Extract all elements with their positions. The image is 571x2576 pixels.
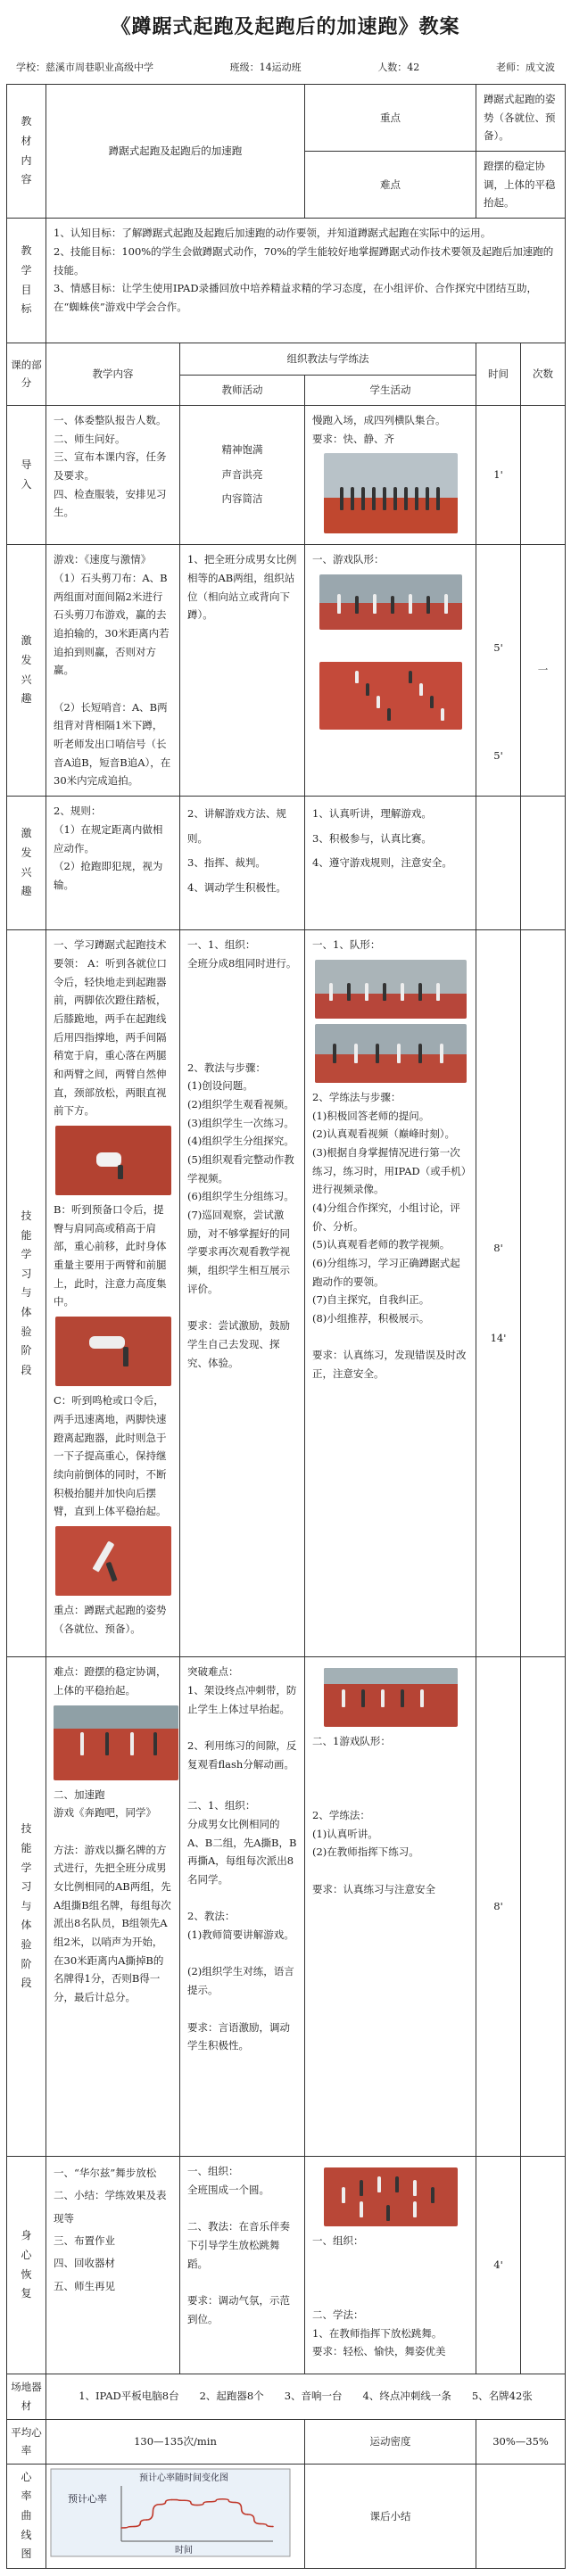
key-text: 蹲踞式起跑的姿势（各就位、预备）。: [476, 85, 566, 152]
goal-item: 1、认知目标：了解蹲踞式起跑及起跑后加速跑的动作要领，并知道蹲踞式起跑在实际中的运用。: [54, 227, 492, 240]
page-title: 《蹲踞式起跑及起跑后的加速跑》教案: [111, 14, 460, 38]
skill1-teacher: 一、1、组织： 全班分成8组同时进行。 2、教法与步骤： (1)创设问题。 (2)组织学生观看视频。 (3)组织学生一次练习。 (4)组织学生分组探究。 (5)组织观看完整动作教学视频。 (6)组织学生分组练习。 (7)巡回观察，尝试激励，对不够掌握好的同学要求再次观看教学视频，组织学生相互展示评价。 要求：尝试激励，鼓励学生自己去发现、探究、体验。: [180, 930, 305, 1657]
warm-time: 5' 5': [476, 545, 521, 797]
relax-student: 一、组织： 二、学法： 1、在教师指挥下放松跳舞。 要求：轻松、愉快，舞姿优美: [305, 2157, 476, 2374]
goal-item: 3、情感目标：让学生使用IPAD录播回放中培养精益求精的学习态度，在小组评价、合作探究中团结互助，在“蜘蛛侠”游戏中学会合作。: [54, 282, 538, 313]
group-practice-photo-1: [315, 960, 467, 1019]
heart-rate-point: [159, 2504, 161, 2506]
warm-teacher: 1、把全班分成男女比例相等的AB两组，组织站位（相向站立或背向下蹲）。: [180, 545, 305, 797]
heart-rate-chart: [50, 2468, 291, 2557]
heart-rate-point: [260, 2523, 261, 2525]
rules-student: 1、认真听讲，理解游戏。 3、积极参与，认真比赛。 4、遵守游戏规则，注意安全。: [305, 797, 476, 930]
skill1-content: 一、学习蹲踞式起跑技术要领： A：听到各就位口令后，轻快地走到起跑器前，两脚依次蹬住踏板，后膝跪地，两手在起跑线后用四指撑地，两手间隔稍宽于肩，重心落在两腿和两臂之间，两臂自然伸直，颈部放松，两眼直视前下方。 B：听到预备口令后，提臀与肩同高或稍高于肩部，重心前移，此时身体重量主要用于两臂和前腿上，此时，注意力高度集中。 C：听到鸣枪或口令后，两手迅速离地，两脚快速蹬离起跑器，此时则急于一下子提高重心，保持继续向前倒体的同时，不断积极抬腿并加快向后摆臂，直到上体平稳抬起。 重点：蹲踞式起跑的姿势（各就位、预备）。: [46, 930, 180, 1657]
heart-rate-point: [209, 2501, 211, 2503]
intro-content: 一、体委整队报告人数。 二、师生问好。 三、宣布本课内容，任务及要求。 四、检查服装，安排见习生。: [46, 405, 180, 544]
content-label: 教材内容: [7, 85, 46, 219]
heart-rate-point: [133, 2526, 135, 2528]
header-times: 次数: [521, 343, 566, 406]
rules-content: 2、规则： （1）在规定距离内做相应动作。 （2）抢跑即犯规，视为输。: [46, 797, 180, 930]
density-value: 30%—35%: [476, 2419, 566, 2464]
start-run-photo: [55, 1526, 171, 1596]
diff-text: 蹬摆的稳定协调，上体的平稳抬起。: [476, 152, 566, 219]
intro-teacher: 精神饱满 声音洪亮 内容简洁: [180, 405, 305, 544]
skill2-student: 二、1游戏队形： 2、学练法： (1)认真听讲。 (2)在教师指挥下练习。 要求：认真练习与注意安全: [305, 1657, 476, 2157]
curve-label: 心率曲线图: [7, 2464, 46, 2568]
goal-item: 2、技能目标：100%的学生会做蹲踞式动作，70%的学生能较好地掌握蹲踞式动作技术要领及起跑后加速跑的技能。: [54, 244, 554, 277]
skill2-time: 8': [476, 1657, 521, 2157]
heart-rate-point: [247, 2514, 249, 2515]
game-photo-2: [319, 662, 462, 730]
ready-position-photo: [55, 1126, 171, 1195]
relay-photo: [324, 1668, 458, 1727]
reflect-label: 课后小结: [305, 2464, 476, 2568]
equipment-label: 场地器材: [7, 2374, 46, 2419]
rules-teacher: 2、讲解游戏方法、规则。 3、指挥、裁判。 4、调动学生积极性。: [180, 797, 305, 930]
heart-rate-point: [120, 2527, 122, 2529]
header-teacher: 教师活动: [180, 376, 305, 406]
class-field: 班级：14运动班: [229, 62, 302, 73]
relax-teacher: 一、组织： 全班围成一个圆。 二、教法：在音乐伴奏下引导学生放松跳舞蹈。 要求：调动气氛，示范到位。: [180, 2157, 305, 2374]
equipment-text: 1、IPAD平板电脑8台 2、起跑器8个 3、音响一台 4、终点冲刺线一条 5、名牌42张: [46, 2374, 566, 2419]
teacher-field: 老师：成文波: [495, 62, 555, 73]
student-formation-photo: [324, 453, 458, 533]
header-part: 课的部分: [7, 343, 46, 406]
chart-ylabel: 预计心率: [68, 2492, 107, 2505]
intro-student: 慢跑入场，成四列横队集合。 要求：快、静、齐: [305, 405, 476, 544]
warm-times: 一: [521, 545, 566, 797]
set-position-photo: [55, 1317, 171, 1386]
people-field: 人数：42: [377, 62, 420, 73]
skill1-part: 技能学习与体验阶段: [7, 930, 46, 1657]
skill1-student: 一、1、队形： 2、学练法与步骤： (1)积极回答老师的提问。 (2)认真观看视频（巅峰时刻）。 (3)根据自身掌握情况进行第一次练习，练习时，用IPAD（或手机）进行视频录像。 (4)分组合作探究，小组讨论，评价、分析。 (5)认真观看老师的教学视频。 (6)分组练习，学习正确蹲踞式起跑动作的要领。 (7)自主探究，自我纠正。 (8)小组推荐，积极展示。 要求：认真练习，发现错误及时改正，注意安全。: [305, 930, 476, 1657]
relax-time: 4': [476, 2157, 521, 2374]
rules-part: 激发兴趣: [7, 797, 46, 930]
intro-part: 导入: [7, 405, 46, 544]
key-label: 重点: [305, 85, 476, 152]
skill2-part: 技能学习与体验阶段: [7, 1657, 46, 2157]
warm-part: 激发兴趣: [7, 545, 46, 797]
skill1-time: 8' 14': [476, 930, 521, 1657]
lesson-table: [6, 84, 566, 2569]
content-topic: 蹲踞式起跑及起跑后的加速跑: [46, 85, 305, 219]
relax-content: 一、“华尔兹”舞步放松 二、小结：学练效果及表现等 三、布置作业 四、回收器材 五、师生再见: [46, 2157, 180, 2374]
header-time: 时间: [476, 343, 521, 406]
warm-content: 游戏：《速度与激情》 （1）石头剪刀布：A、B两组面对面间隔2米进行石头剪刀布游戏，赢的去追拍输的，30米距离内若追拍到则赢，否则对方赢。 （2）长短哨音：A、B两组背对背相隔1米下蹲，听老师发出口哨信号（长音A追B，短音B追A），在30米内完成追拍。: [46, 545, 180, 797]
heart-rate-point: [184, 2499, 186, 2501]
header-content: 教学内容: [46, 343, 180, 406]
warm-student: 一、游戏队形：: [305, 545, 476, 797]
chart-xlabel: 时间: [175, 2545, 193, 2555]
heart-rate-point: [171, 2499, 173, 2501]
game-photo-1: [319, 574, 462, 630]
relax-part: 身心恢复: [7, 2157, 46, 2374]
header-student: 学生活动: [305, 376, 476, 406]
hr-label: 平均心率: [7, 2419, 46, 2464]
heart-rate-point: [235, 2502, 236, 2504]
running-photo: [54, 1705, 178, 1780]
heart-rate-point: [146, 2519, 148, 2521]
intro-time: 1': [476, 405, 521, 544]
goals-list: [46, 219, 566, 343]
info-bar: [0, 50, 571, 84]
skill2-teacher: 突破难点： 1、架设终点冲刺带，防止学生上体过早抬起。 2、利用练习的间隙，反复观看flash分解动画。 二、1、组织： 分成男女比例相同的A、B二组，先A撕B，B再撕A，每组每次派出8名同学。 2、教法： (1)教师简要讲解游戏。 (2)组织学生对练，语言提示。 要求：言语激励，调动学生积极性。: [180, 1657, 305, 2157]
skill2-content: 难点：蹬摆的稳定协调，上体的平稳抬起。 二、加速跑 游戏《奔跑吧，同学》 方法：游戏以撕名牌的方式进行，先把全班分成男女比例相同的AB两组，先A组撕B组名牌，每组每次派出8名队员，B组领先A组2米，以哨声为开始，在30米距离内A撕掉B的名牌得1分，否则B得一分，最后计总分。: [46, 1657, 180, 2157]
circle-dance-photo: [324, 2167, 458, 2226]
goals-label: 教学目标: [7, 219, 46, 343]
heart-rate-point: [272, 2526, 274, 2528]
group-practice-photo-2: [315, 1024, 467, 1083]
header-method: 组织教法与学练法: [180, 343, 476, 376]
hr-value: 130—135次/min: [46, 2419, 305, 2464]
curve-chart-cell: [46, 2464, 305, 2568]
chart-title: 预计心率随时间变化图: [139, 2473, 228, 2483]
heart-rate-point: [196, 2505, 198, 2506]
heart-rate-point: [222, 2498, 224, 2500]
diff-label: 难点: [305, 152, 476, 219]
density-label: 运动密度: [305, 2419, 476, 2464]
school-field: 学校：慈溪市周巷职业高级中学: [16, 62, 153, 73]
